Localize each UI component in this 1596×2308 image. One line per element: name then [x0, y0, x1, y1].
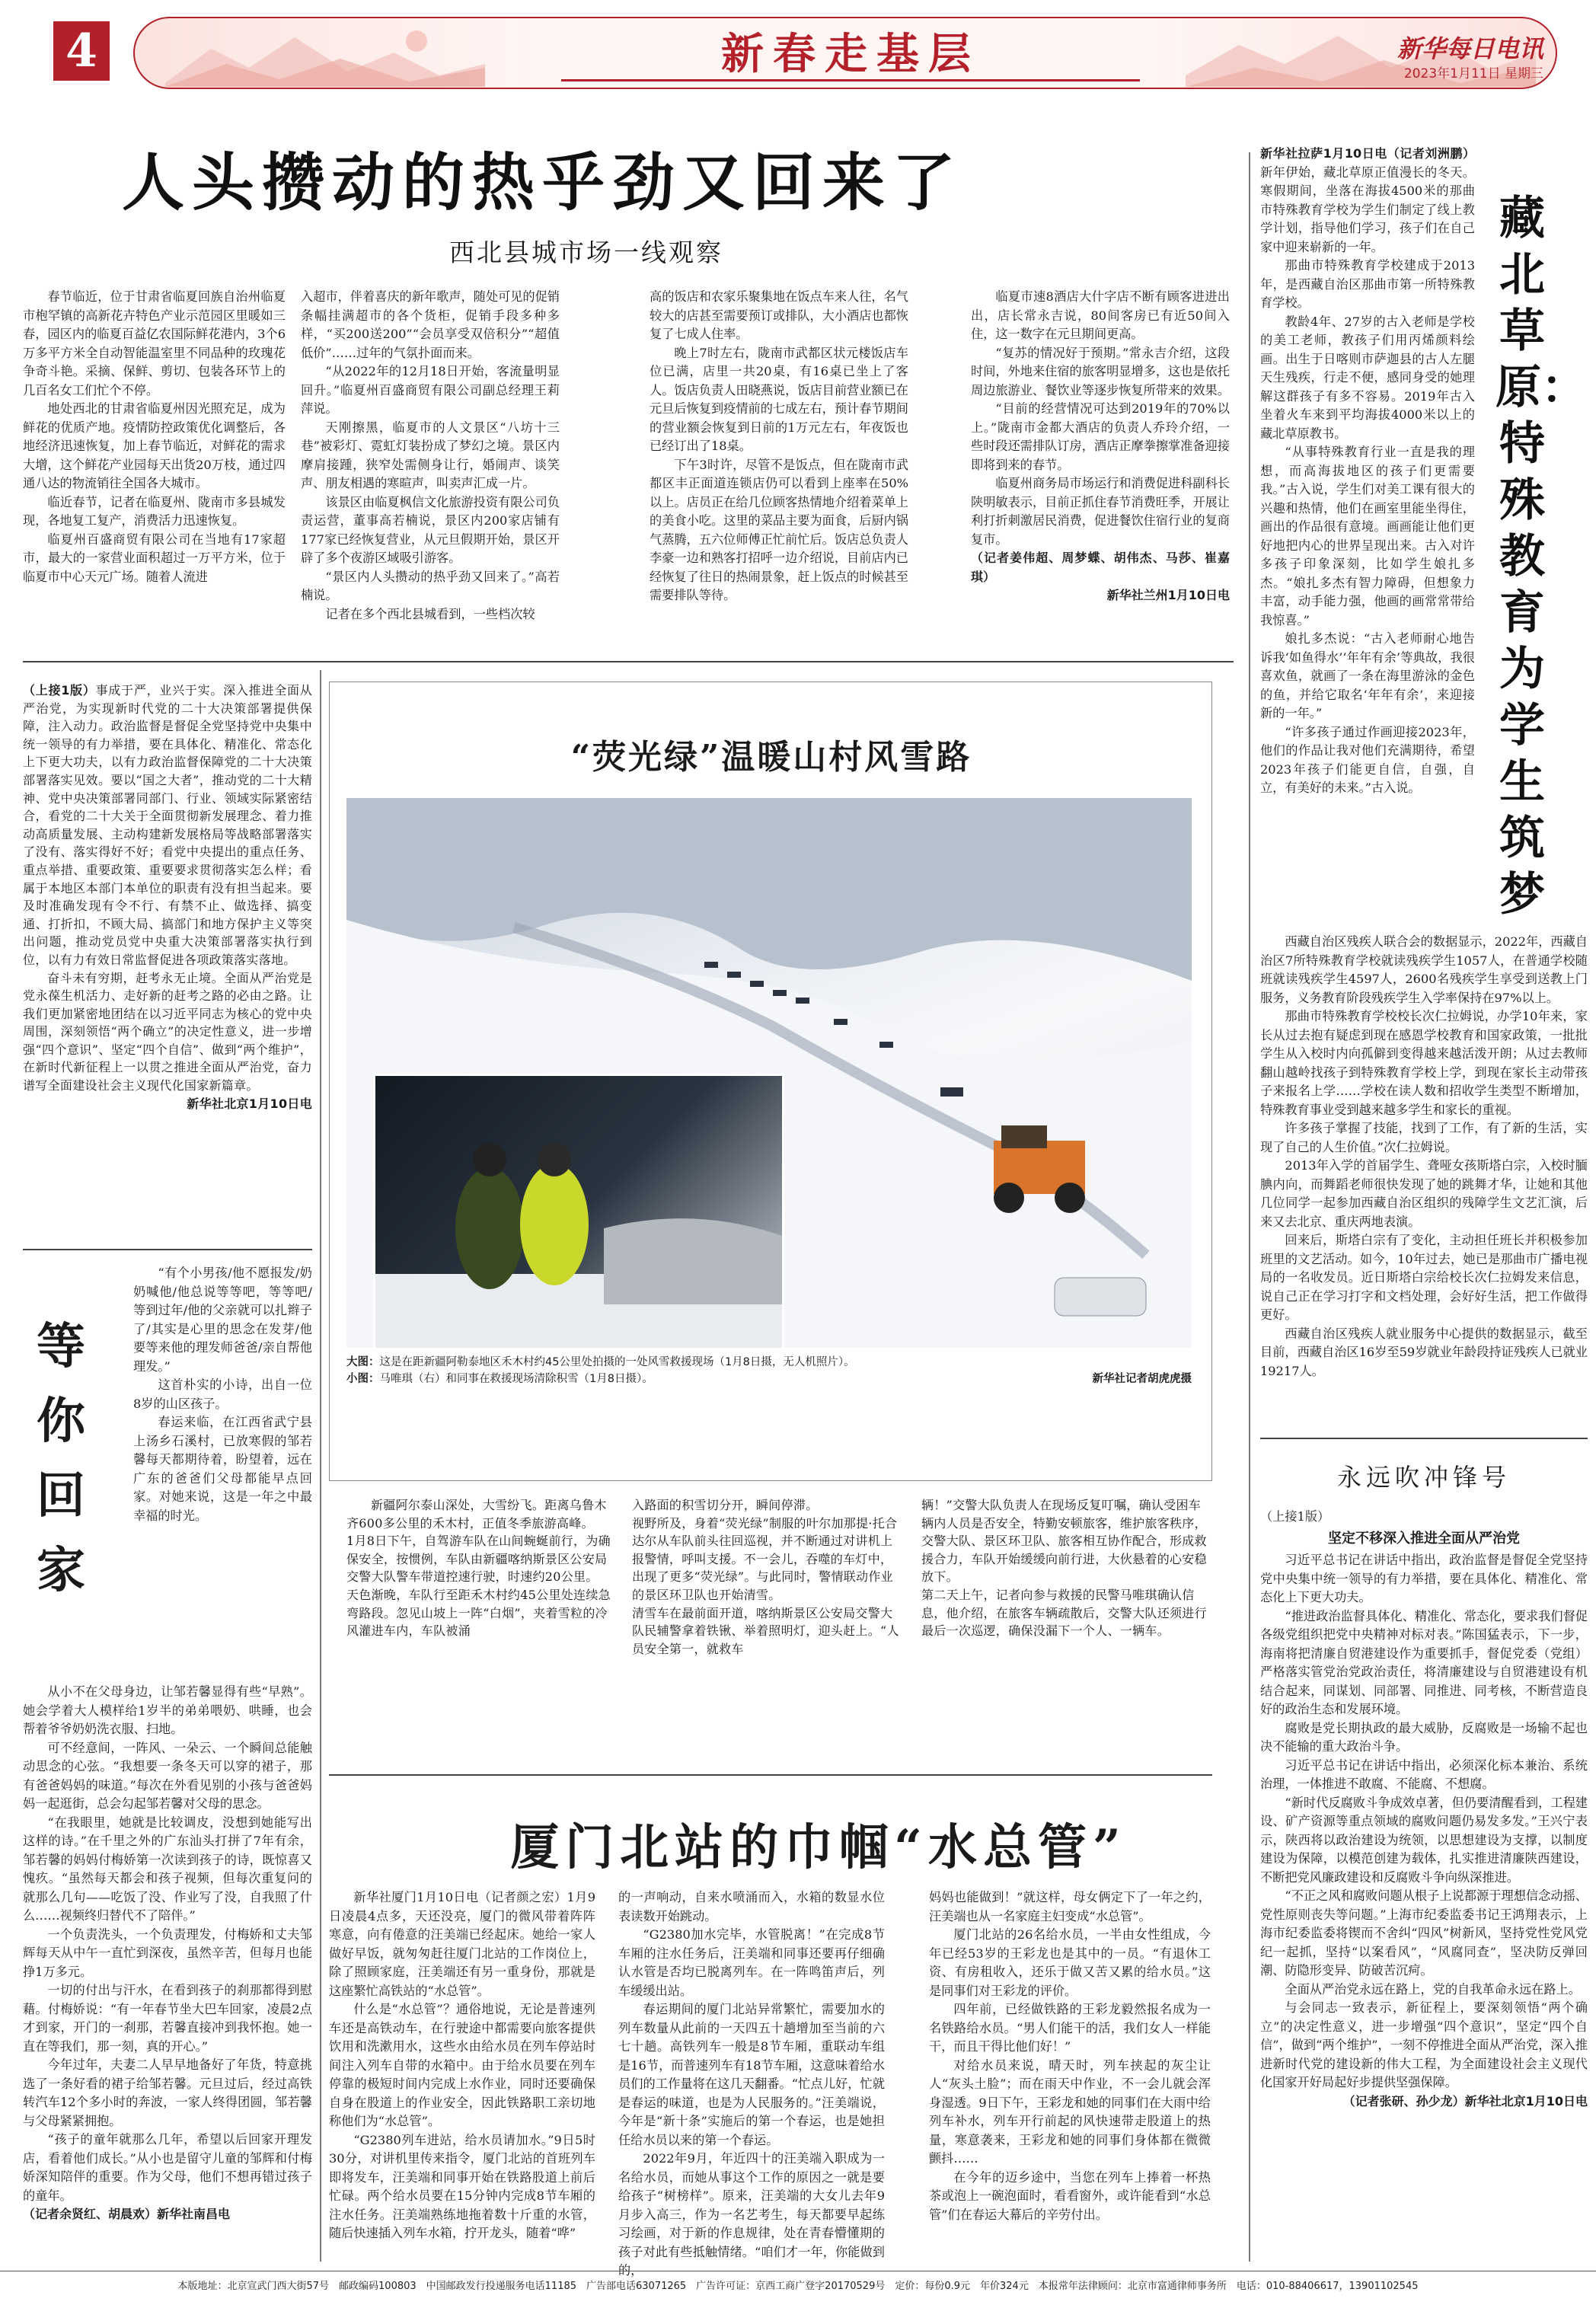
- market-headline: 人头攒动的热乎劲又回来了: [122, 146, 963, 219]
- divider: [1260, 1438, 1588, 1439]
- xiamen-column-1: 新华社厦门1月10日电（记者颜之宏）1月9日凌晨4点多，天还没亮，厦门的微风带着阵阵寒意，向有倦意的汪美端已经起床。她给一家人做好早饭，就匆匆赶往厦门北站的工作岗位上，除了照顾家庭，汪美端还有另一重身份，那就是这座繁忙高铁站的“水总管”。 什么是“水总管”？通俗地说，无论是普速列车还是高铁动车，在行驶途中都需要向旅客提供饮用和洗漱用水，这些水由给水员在列车停站时间注入列车自带的水箱中。由于给水员要在列车停靠的极短时间内完成上水作业，同时还要确保自身在股道上的作业安全，因此铁路职工亲切地称他们为“水总管”。 “G2380列车进站，给水员请加水。”9日5时30分，对讲机里传来指令，厦门北站的首班列车即将发车，汪美端和同事开始在铁路股道上前后忙碌。两个给水员要在15分钟内完成8节车厢的注水任务。汪美端熟练地拖着数十斤重的水管，随后快速插入列车水箱，拧开龙头，随着“哗”: [329, 1890, 595, 2240]
- bugle-subhead: 坚定不移深入推进全面从严治党: [1328, 1530, 1520, 1547]
- waiting-headline: 等你回家: [37, 1318, 85, 1599]
- editorial-dateline: 新华社北京1月10日电: [187, 1096, 312, 1111]
- inset-scene-graphic: [375, 1076, 782, 1348]
- tibet-dateline: 新华社拉萨1月10日电（记者刘洲鹏）: [1260, 146, 1475, 161]
- market-column-1: 春节临近，位于甘肃省临夏回族自治州临夏市枹罕镇的高新花卉特色产业示范园区里暖如三春，园区内的临夏百益亿农国际鲜花港内，3个6万多平方米全自动智能温室里不同品种的玫瑰花争奇斗艳。采摘、保鲜、剪切、包装各环节上的几百名女工们忙个不停。 地处西北的甘肃省临夏州因光照充足，成为鲜花的优质产地。疫情防控政策优化调整后，各地经济迅速恢复，加上春节临近，对鲜花的需求大增，这个鲜花产业园每天出货20万枝，通过四通八达的物流销往全国各大城市。 临近春节，记者在临夏州、陇南市多县城发现，各地复工复产，消费活力迅速恢复。 临夏州百盛商贸有限公司在当地有17家超市，最大的一家营业面积超过一万平方米，位于临夏市中心天元广场。随着人流进: [23, 289, 286, 584]
- photo-feature: [329, 682, 1212, 1481]
- bugle-headline: 永远吹冲锋号: [1336, 1463, 1511, 1492]
- photo-credit: 新华社记者胡虎虎摄: [1092, 1373, 1192, 1385]
- market-column-2: 入超市，伴着喜庆的新年歌声，随处可见的促销条幅挂满超市的各个货柜，促销手段多种多样，“买200送200”“会员享受双倍积分”“超值低价”……过年的气氛扑面而来。 “从2022年的12月18日开始，客流量明显回升。”临夏州百盛商贸有限公司副总经理王莉萍说。 天刚擦黑，临夏市的人文景区“八坊十三巷”被彩灯、霓虹灯装扮成了梦幻之境。景区内摩肩接踵，狭窄处需侧身让行，婚闹声、谈笑声、朋友相遇的寒暄声，叫卖声汇成一片。 该景区由临夏枫信文化旅游投资有限公司负责运营，董事高若楠说，景区内200家店铺有177家已经恢复营业，从元旦假期开始，景区开辟了多个夜游区域吸引游客。 “景区内人头攒动的热乎劲又回来了。”高若楠说。 记者在多个西北县城看到，一些档次较: [301, 289, 560, 621]
- divider: [23, 661, 1234, 662]
- waiting-article: 从小不在父母身边，让邹若馨显得有些“早熟”。她会学着大人模样给1岁半的弟弟喂奶、哄睡，也会帮着爷爷奶奶洗衣服、扫地。 可不经意间，一阵风、一朵云、一个瞬间总能触动思念的心弦。“我想要一条冬天可以穿的裙子，那有爸爸妈妈的味道。”每次在外看见别的小孩与爸爸妈妈一起逛街，总会勾起邹若馨对父母的思念。 “在我眼里，她就是比较调皮，没想到她能写出这样的诗。”在千里之外的广东汕头打拼了7年有余，邹若馨的妈妈付梅娇第一次读到孩子的诗，既惊喜又愧疚。“虽然每天都会和孩子视频，但每次重复问的就那么几句——吃饭了没、作业写了没，自我照了什么……视频终归替代不了陪伴。” 一个负责洗头，一个负责理发，付梅娇和丈夫邹辉每天从中午一直忙到深夜，虽然辛苦，但每月也能挣1万多元。 一切的付出与汗水，在看到孩子的刹那都得到慰藉。付梅娇说：“有一年春节坐大巴车回家，凌晨2点才到家，开门的一刹那，若馨直接冲到我怀抱。她一直在等我们，那一刻，真的开心。” 今年过年，夫妻二人早早地备好了年货，特意挑选了一条好看的裙子给邹若馨。元旦过后，经过高铁转汽车12个多小时的奔波，一家人终得团圆，邹若馨与父母紧紧拥抱。 “孩子的童年就那么几年，希望以后回家开理发店，看着他们成长。”从小也是留守儿童的邹辉和付梅娇深知陪伴的重要。作为父母，他们不想再错过孩子的童年。 （记者余贤红、胡晨欢）新华社南昌电: [23, 1683, 312, 2224]
- column-divider: [320, 670, 321, 2262]
- photo-headline: “荧光绿”温暖山村风雪路: [570, 738, 972, 777]
- market-dateline: 新华社兰州1月10日电: [1106, 588, 1230, 602]
- section-title-underline: [561, 79, 1140, 81]
- photo-story-column-1: 新疆阿尔泰山深处，大雪纷飞。距离乌鲁木齐600多公里的禾木村，正值冬季旅游高峰。 1月8日下午，自驾游车队在山间蜿蜒前行，为确保安全，按惯例，车队由新疆喀纳斯景区公安局交警大队警车带道控速行驶，时速约20公里。 天色渐晚，车队行至距禾木村约45公里处连续急弯路段。忽见山坡上一阵“白烟”，夹着雪粒的冷风灌进车内，车队被涌: [346, 1498, 611, 1639]
- divider: [329, 1774, 1212, 1776]
- stuck-car: [1055, 1278, 1146, 1316]
- bugle-lead: （上接1版）: [1260, 1509, 1330, 1524]
- market-subheadline: 西北县城市场一线观察: [449, 238, 723, 267]
- editorial-continuation: （上接1版）事成于严，业兴于实。深入推进全面从严治党，为实现新时代党的二十大决策部署提供保障，注入动力。政治监督是督促全党坚持党中央集中统一领导的有力举措，要在具体化、精准化、常态化上下更大功夫，以有力政治监督保障党的二十大决策部署落实见效。要以“国之大者”，推动党的二十大精神、党中央决策部署同部门、行业、领域实际紧密结合，看党的二十大关于全面贯彻新发展理念、着力推动高质量发展、主动构建新发展格局等战略部署落实了没有、落实得好不好；看党中央提出的重点任务、重点举措、重要政策、重要要求贯彻落实怎么样；看属于本地区本部门本单位的职责有没有担当起来。要及时准确发现有令不行、有禁不止、做选择、搞变通、打折扣，不顾大局、搞部门和地方保护主义等突出问题，推动党员党中央重大决策部署落实执行到位，以有力有效日常监督促进各项政策落实落地。 奋斗未有穷期，赶考永无止境。全面从严治党是党永葆生机活力、走好新的赶考之路的必由之路。让我们更加紧密地团结在以习近平同志为核心的党中央周围，深刻领悟“两个确立”的决定性意义，进一步增强“四个意识”、坚定“四个自信”、做到“两个维护”，在新时代新征程上一以贯之推进全面从严治党，奋力谱写全面建设社会主义现代化国家新篇章。 新华社北京1月10日电: [23, 682, 312, 1113]
- waiting-article-top: “有个小男孩/他不愿报发/奶奶喊他/他总说等等吧，等等吧/等到过年/他的父亲就可以扎辫子了/其实是心里的思念在发芽/他要等来他的理发师爸爸/亲自帮他理发。” 这首朴实的小诗，出自一位8岁的山区孩子。 春运来临，在江西省武宁县上汤乡石溪村，已放寒假的邹若馨每天都期待着，盼望着，远在广东的爸爸们父母都能早点回家。对她来说，这是一年之中最幸福的时光。: [133, 1266, 312, 1523]
- newspaper-name: 新华每日电讯: [1396, 34, 1543, 63]
- divider: [23, 1249, 312, 1250]
- page-number: 4: [53, 21, 110, 81]
- xiamen-headline: 厦门北站的巾帼“水总管”: [510, 1819, 1127, 1876]
- issue-date: 2023年1月11日 星期三: [1403, 66, 1543, 81]
- mountain-illustration-left: [165, 22, 485, 87]
- section-banner: [133, 17, 1557, 89]
- photo-caption: 大图：这是在距新疆阿勒泰地区禾木村约45公里处拍摄的一处风雪救援现场（1月8日摄，无人机照片）。 小图：马唯琪（右）和同事在救援现场清除积雪（1月8日摄）。 新华社记者胡虎虎摄: [346, 1354, 1192, 1387]
- market-byline: （记者姜伟超、周梦蝶、胡伟杰、马莎、崔嘉琪）: [971, 551, 1230, 584]
- section-title: 新春走基层: [721, 29, 980, 79]
- page-header: [0, 0, 1596, 103]
- bugle-byline: （记者张研、孙少龙）新华社北京1月10日电: [1342, 2093, 1588, 2108]
- column-divider: [1249, 152, 1250, 2262]
- photo-main-snow-rescue: [346, 798, 1192, 1348]
- market-column-3: 高的饭店和农家乐聚集地在饭点车来人往，名气较大的店甚至需要预订或排队，大小酒店也都恢复了七成人住率。 晚上7时左右，陇南市武都区状元楼饭店车位已满，店里一共20桌，有16桌已坐上了客人。饭店负责人田晓燕说，饭店目前营业额已在元旦后恢复到疫情前的七成左右，预计春节期间的营业额会恢复到日前的1万元左右，年夜饭也已经订出了18桌。 下午3时许，尽管不是饭点，但在陇南市武都区丰正面道连锁店仍可以看到上座率在50%以上。店员正在给几位顾客热情地介绍着菜单上的美食小吃。这里的菜品主要为面食，后厨内锅气蒸腾，五六位师傅正忙前忙后。饭店总负责人李豪一边和熟客打招呼一边介绍说，目前店内已经恢复了往日的热闹景象，赶上饭点的时候甚至需要排队等待。: [650, 289, 908, 602]
- photo-story-column-3: 辆！”交警大队负责人在现场反复叮嘱，确认受困车辆内人员是否安全，特勤安顿旅客，维护旅客秩序，交警大队、景区环卫队、旅客相互协作配合，形成救援合力，车队开始缓缓向前行进，大伙悬着的心安稳放下。 第二天上午，记者向参与救援的民警马唯琪确认信息，他介绍，在旅客车辆疏散后，交警大队还须进行最后一次巡逻，确保没漏下一个人、一辆车。: [921, 1498, 1207, 1639]
- xiamen-column-2: 的一声响动，自来水喷涌而入，水箱的数显水位表读数开始跳动。 “G2380加水完毕，水管脱离！”在完成8节车厢的注水任务后，汪美端和同事还要再仔细确认水管是否均已脱离列车。在一阵鸣笛声后，列车缓缓出站。 春运期间的厦门北站异常繁忙，需要加水的列车数量从此前的一天四五十趟增加至当前的六七十趟。高铁列车一般是8节车厢，重联动车组是16节，而普速列车有18节车厢，这意味着给水员们的工作量将在这几天翻番。“忙点儿好，忙就是春运的味道，也是为人民服务的。”汪美端说，今年是“新十条”实施后的第一个春运，也是她担任给水员以来的第一个春运。 2022年9月，年近四十的汪美端入职成为一名给水员，而她从事这个工作的原因之一就是要给孩子“树榜样”。原来，汪美端的大女儿去年9月步入高三，作为一名艺考生，每天都要早起练习绘画，对于新的作息规律，处在青春懵懂期的孩子对此有些抵触情绪。“咱们才一年，你能做到的，: [618, 1890, 885, 2278]
- photo-inset-police-shoveling: [373, 1074, 784, 1348]
- tibet-article-cont: 西藏自治区残疾人联合会的数据显示，2022年，西藏自治区7所特殊教育学校就读残疾学生1057人，在普通学校随班就读残疾学生4597人，2600名残疾学生享受到送教上门服务，义务教育阶段残疾学生入学率保持在97%以上。 那曲市特殊教育学校校长次仁拉姆说，办学10年来，家长从过去抱有疑虑到现在感恩学校教育和国家政策，一批批学生从入校时内向孤僻到变得越来越活泼开朗；从过去教师翻山越岭找孩子到特殊教育学校上学，到现在家长主动带孩子来报名上学……学校在读人数和招收学生类型不断增加，特殊教育事业受到越来越多学生和家长的重视。 许多孩子掌握了技能，找到了工作，有了新的生活，实现了自己的人生价值。”次仁拉姆说。 2013年入学的首届学生、聋哑女孩斯塔白宗，入校时腼腆内向，而舞蹈老师很快发现了她的跳舞才华，让她和其他几位同学一起参加西藏自治区组织的残障学生文艺汇演，后来又去北京、重庆两地表演。 回来后，斯塔白宗有了变化，主动担任班长并积极参加班里的文艺活动。如今，10年过去，她已是那曲市广播电视局的一名收发员。近日斯塔白宗给校长次仁拉姆发来信息，说自己正在学习打字和文档处理，会好好生活，把工作做得更好。 西藏自治区残疾人就业服务中心提供的数据显示，截至目前，西藏自治区16岁至59岁就业年龄段持证残疾人已就业19217人。: [1260, 934, 1588, 1378]
- tibet-headline: 藏北草原：特殊教育为学生筑梦: [1495, 192, 1587, 921]
- market-column-4: 临夏市速8酒店大什字店不断有顾客进进出出，店长常永吉说，80间客房已有近50间入住，这一数字在元旦期间更高。 “复苏的情况好于预期。”常永吉介绍，这段时间，外地来住宿的旅客明显增多，这也是依托周边旅游业、餐饮业等逐步恢复所带来的效果。 “目前的经营情况可达到2019年的70%以上。”陇南市金都大酒店的负责人乔玲介绍，一些时段还需排队订房，酒店正摩拳擦掌准备迎接即将到来的春节。 临夏州商务局市场运行和消费促进科副科长陕明敏表示，目前正抓住春节消费旺季，开展让利打折刺激居民消费，促进餐饮住宿行业的复商复市。 （记者姜伟超、周梦蝶、胡伟杰、马莎、崔嘉琪） 新华社兰州1月10日电: [971, 288, 1230, 605]
- photo-story-column-2: 入路面的积雪切分开，瞬间停滞。 视野所及，身着“荧光绿”制服的叶尔加那提·托合达尔从车队前头往回巡视，并不断通过对讲机上报警情，呼叫支援。不一会儿，吞噬的车灯中，出现了更多“荧光绿”。与此同时，警情联动作业的景区环卫队也开始清雪。 清雪车在最前面开道，喀纳斯景区公安局交警大队民辅警拿着铁锹、举着照明灯，迎头赶上。“人员安全第一，就救车: [632, 1498, 899, 1656]
- tibet-article: 新华社拉萨1月10日电（记者刘洲鹏）新年伊始，藏北草原正值漫长的冬天。寒假期间，坐落在海拔4500米的那曲市特殊教育学校为学生们制定了线上教学计划，指导他们学习，孩子们在自己家中迎来崭新的一年。 那曲市特殊教育学校建成于2013年，是西藏自治区那曲市第一所特殊教育学校。 教龄4年、27岁的古入老师是学校的美工老师，教孩子们用丙烯颜料绘画。出生于日喀则市萨迦县的古人左腿天生残疾，行走不便，感同身受的她理解这群孩子有多不容易。2019年古入坐着火车来到平均海拔4000米以上的藏北草原教书。 “从事特殊教育行业一直是我的理想，而高海拔地区的孩子们更需要我。”古入说，学生们对美工课有很大的兴趣和热情，他们在画室里能坐得住，画出的作品很有意境。画画能让他们更好地把内心的世界呈现出来。古入对许多孩子印象深刻，比如学生娘扎多杰。“娘扎多杰有智力障碍，但想象力丰富，动手能力强，他画的画常常带给我惊喜。” 娘扎多杰说：“古入老师耐心地告诉我‘如鱼得水’‘年年有余’等典故，我很喜欢鱼，就画了一条在海里游泳的金色的鱼，并给它取名‘年年有余’，来迎接新的一年。” “许多孩子通过作画迎接2023年，他们的作品让我对他们充满期待，希望2023年孩子们能更自信，自强，自立，有美好的未来。”古入说。: [1260, 146, 1475, 795]
- bugle-article: （上接1版） 坚定不移深入推进全面从严治党 习近平总书记在讲话中指出，政治监督是督促全党坚持党中央集中统一领导的有力举措，要在具体化、精准化、常态化上下更大功夫。 “推进政治监督具体化、精准化、常态化，要求我们督促各级党组织把党中央精神对标对表。”陈国猛表示，下一步，海南将把清廉自贸港建设作为重要抓手，督促党委（党组）严格落实管党治党政治责任，将清廉建设与自贸港建设有机结合起来，同谋划、同部署、同推进、同考核，不断营造良好的政治生态和发展环境。 腐败是党长期执政的最大威胁，反腐败是一场输不起也决不能输的重大政治斗争。 习近平总书记在讲话中指出，必须深化标本兼治、系统治理，一体推进不敢腐、不能腐、不想腐。 “新时代反腐败斗争成效卓著，但仍要清醒看到，工程建设、矿产资源等重点领域的腐败问题仍易发多发。”王兴宁表示，陕西将以政治建设为统领，以思想建设为支撑，以制度建设为保障，以模范创建为载体，扎实推进清廉陕西建设，不断把党风廉政建设和反腐败斗争向纵深推进。 “不正之风和腐败问题从根子上说都源于理想信念动摇、党性原则丧失等问题。”上海市纪委监委书记王鸿翔表示，上海市纪委监委将锲而不舍纠“四风”树新风，坚持党性党风党纪一起抓，坚持“以案看风”，“风腐同查”，坚决防反弹回潮、防隐形变异、防破苦沉疴。 全面从严治党永远在路上，党的自我革命永远在路上。 与会同志一致表示，新征程上，要深刻领悟“两个确立”的决定性意义，进一步增强“四个意识”，坚定“四个自信”，做到“两个维护”，一刻不停推进全面从严治党，深入推进新时代党的建设新的伟大工程，为全面建设社会主义现代化国家开好局起好步提供坚强保障。 （记者张研、孙少龙）新华社北京1月10日电: [1260, 1508, 1588, 2111]
- page-footer: 本版地址：北京宣武门西大街57号 邮政编码100803 中国邮政发行投递服务电话11185 广告部电话63071265 广告许可证：京西工商广登字20170529号 定价：每份0.9元 年价324元 本报常年法律顾问：北京市富通律师事务所 电话：010-88406617，13901102545: [0, 2271, 1596, 2308]
- xiamen-column-3: 妈妈也能做到！”就这样，母女俩定下了一年之约，汪美端也从一名家庭主妇变成“水总管”。 厦门北站的26名给水员，一半由女性组成，今年已经53岁的王彩龙也是其中的一员。“有退休工资、有房租收入，还乐于做又苦又累的给水员。”这是同事们对王彩龙的评价。 四年前，已经做铁路的王彩龙毅然报名成为一名铁路给水员。“男人们能干的活，我们女人一样能干，而且干得比他们好！” 对给水员来说，晴天时，列车挟起的灰尘让人“灰头土脸”；而在雨天中作业，不一会儿就会浑身湿透。9日下午，王彩龙和她的同事们在大雨中给列车补水，列车开行前起的风快速带走股道上的热量，寒意袭来，王彩龙和她的同事们身体都在微微颤抖…… 在今年的迈乡途中，当您在列车上捧着一杯热茶或泡上一碗泡面时，看看窗外，或许能看到“水总管”们在春运大幕后的辛劳付出。: [929, 1890, 1211, 2222]
- waiting-byline: （记者余贤红、胡晨欢）新华社南昌电: [23, 2207, 231, 2221]
